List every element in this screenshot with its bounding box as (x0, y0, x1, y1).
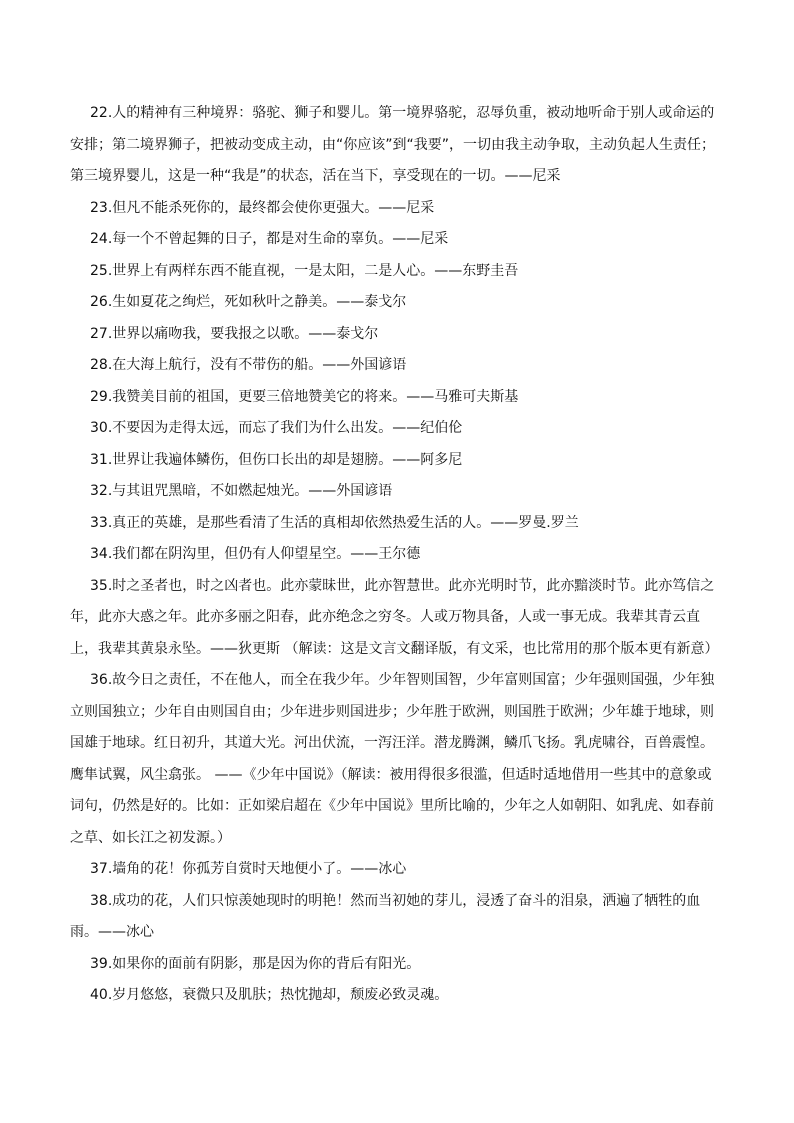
quote-list (70, 98, 722, 1012)
quote-38: 38.成功的花，人们只惊羡她现时的明艳！然而当初她的芽儿，浸透了奋斗的泪泉，洒遍了牺牲的血雨。——冰心 (70, 892, 701, 940)
quote-31: 31.世界让我遍体鳞伤，但伤口长出的却是翅膀。——阿多尼 (90, 451, 463, 468)
quote-35: 35.时之圣者也，时之凶者也。此亦蒙昧世，此亦智慧世。此亦光明时节，此亦黯淡时节。此亦笃信之年，此亦大惑之年。此亦多丽之阳春，此亦绝念之穷冬。人或万物具备，人或一事无成。我辈其青云直上，我辈其黄泉永坠。——狄更斯 （解读：这是文言文翻译版，有文采，也比常用的那个版本更有新意） (70, 577, 719, 657)
quote-33: 33.真正的英雄，是那些看清了生活的真相却依然热爱生活的人。——罗曼.罗兰 (90, 514, 579, 531)
quote-25: 25.世界上有两样东西不能直视，一是太阳，二是人心。——东野圭吾 (90, 262, 519, 279)
quote-37: 37.墙角的花！你孤芳自赏时天地便小了。——冰心 (90, 861, 407, 877)
quote-34: 34.我们都在阴沟里，但仍有人仰望星空。——王尔德 (90, 546, 421, 562)
quote-24: 24.每一个不曾起舞的日子，都是对生命的辜负。——尼采 (90, 231, 449, 247)
quote-40: 40.岁月悠悠，衰微只及肌肤；热忱抛却，颓废必致灵魂。 (90, 987, 449, 1003)
quote-22: 22.人的精神有三种境界：骆驼、狮子和婴儿。第一境界骆驼，忍辱负重，被动地听命于别人或命运的安排；第二境界狮子，把被动变成主动，由“你应该”到“我要”，一切由我主动争取，主动负起人生责任；第三境界婴儿，这是一种“我是”的状态，活在当下，享受现在的一切。——尼采 (70, 105, 716, 184)
quote-30: 30.不要因为走得太远，而忘了我们为什么出发。——纪伯伦 (90, 420, 463, 436)
quote-26: 26.生如夏花之绚烂，死如秋叶之静美。——泰戈尔 (90, 294, 407, 310)
quote-28: 28.在大海上航行，没有不带伤的船。——外国谚语 (90, 357, 407, 373)
quote-39: 39.如果你的面前有阴影，那是因为你的背后有阳光。 (90, 955, 421, 972)
quote-27: 27.世界以痛吻我，要我报之以歌。——泰戈尔 (90, 325, 379, 342)
quote-23: 23.但凡不能杀死你的，最终都会使你更强大。——尼采 (90, 199, 435, 216)
quote-36: 36.故今日之责任，不在他人，而全在我少年。少年智则国智，少年富则国富；少年强则国强，少年独立则国独立；少年自由则国自由；少年进步则国进步；少年胜于欧洲，则国胜于欧洲；少年雄于地球，则国雄于地球。红日初升，其道大光。河出伏流，一泻汪洋。潜龙腾渊，鳞爪飞扬。乳虎啸谷，百兽震惶。鹰隼试翼，风尘翕张。 ——《少年中国说》（解读：被用得很多很滥，但适时适地借用一些其中的意象或词句，仍然是好的。比如：正如梁启超在《少年中国说》里所比喻的，少年之人如朝阳、如乳虎、如春前之草、如长江之初发源。） (70, 672, 715, 846)
quote-32: 32.与其诅咒黑暗，不如燃起烛光。——外国谚语 (90, 483, 393, 499)
quote-29: 29.我赞美目前的祖国，更要三倍地赞美它的将来。——马雅可夫斯基 (90, 388, 519, 405)
